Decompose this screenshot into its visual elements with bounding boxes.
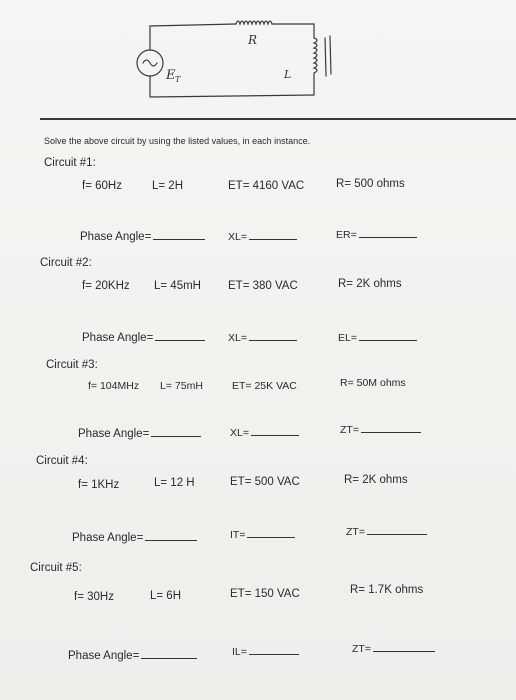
answer-blank[interactable] — [153, 238, 205, 240]
circuit-3-voltage: ET= 25K VAC — [232, 380, 297, 392]
inductor-label: L — [284, 68, 292, 81]
circuit-1-resistance: R= 500 ohms — [336, 178, 405, 190]
answer-blank[interactable] — [145, 539, 197, 541]
section-divider — [40, 118, 516, 120]
answer-label: ER= — [336, 229, 357, 241]
circuit-2-title: Circuit #2: — [40, 257, 92, 269]
resistor-label: R — [248, 33, 258, 47]
answer-blank[interactable] — [359, 236, 417, 238]
answer-blank[interactable] — [141, 657, 197, 659]
circuit-3-frequency: f= 104MHz — [88, 380, 140, 392]
answer-label: XL= — [228, 231, 247, 243]
source-label-subscript: T — [175, 75, 181, 84]
answer-label: ZT= — [352, 643, 371, 655]
circuit-1-phase-angle — [80, 231, 205, 243]
answer-blank[interactable] — [249, 238, 297, 240]
answer-blank[interactable] — [247, 536, 295, 538]
circuit-2-answer-2 — [338, 332, 417, 344]
answer-blank[interactable] — [359, 339, 417, 341]
circuit-4-resistance: R= 2K ohms — [344, 474, 408, 486]
circuit-5-phase-angle — [68, 650, 197, 662]
circuit-3-resistance: R= 50M ohms — [340, 377, 406, 389]
answer-blank[interactable] — [251, 434, 299, 436]
instructions-text: Solve the above circuit by using the listed values, in each instance. — [44, 136, 311, 146]
circuit-1-inductance: L= 2H — [152, 180, 184, 192]
circuit-3-title: Circuit #3: — [46, 359, 98, 371]
circuit-5-title: Circuit #5: — [30, 562, 82, 574]
answer-label: ZT= — [340, 424, 359, 436]
circuit-5-frequency: f= 30Hz — [74, 591, 114, 603]
circuit-5-inductance: L= 6H — [150, 590, 182, 602]
answer-label: EL= — [338, 332, 357, 344]
circuit-3-answer-1 — [230, 427, 299, 439]
circuit-1-answer-1 — [228, 231, 297, 243]
circuit-2-resistance: R= 2K ohms — [338, 278, 402, 290]
circuit-2-voltage: ET= 380 VAC — [228, 280, 298, 292]
answer-blank[interactable] — [373, 650, 435, 652]
circuit-1-frequency: f= 60Hz — [82, 180, 122, 192]
circuit-5-voltage: ET= 150 VAC — [230, 588, 300, 600]
phase-angle-label: Phase Angle= — [80, 231, 152, 243]
answer-label: XL= — [228, 332, 247, 344]
circuit-5-answer-1 — [232, 646, 299, 658]
circuit-2-frequency: f= 20KHz — [82, 280, 130, 292]
answer-label: IL= — [232, 646, 247, 658]
phase-angle-label: Phase Angle= — [82, 332, 154, 344]
circuit-5-answer-2 — [352, 643, 435, 655]
circuit-2-inductance: L= 45mH — [154, 280, 201, 292]
circuit-4-inductance: L= 12 H — [154, 477, 195, 489]
inductor-core — [325, 36, 331, 76]
source-label: E — [166, 68, 176, 83]
answer-label: ZT= — [346, 526, 365, 538]
answer-label: XL= — [230, 427, 249, 439]
circuit-4-title: Circuit #4: — [36, 455, 88, 467]
answer-blank[interactable] — [151, 435, 201, 437]
answer-blank[interactable] — [249, 653, 299, 655]
phase-angle-label: Phase Angle= — [78, 428, 150, 440]
circuit-1-answer-2 — [336, 229, 417, 241]
circuit-4-phase-angle — [72, 532, 197, 544]
wire-top-right — [272, 24, 314, 38]
circuit-diagram — [0, 0, 516, 125]
phase-angle-label: Phase Angle= — [72, 532, 144, 544]
wire-top-left — [150, 24, 236, 50]
answer-blank[interactable] — [361, 431, 421, 433]
resistor-symbol — [236, 21, 272, 24]
circuit-2-phase-angle — [82, 332, 205, 344]
circuit-3-phase-angle — [78, 428, 201, 440]
inductor-symbol — [314, 38, 317, 73]
circuit-2-answer-1 — [228, 332, 297, 344]
circuit-4-frequency: f= 1KHz — [78, 479, 120, 491]
circuit-1-voltage: ET= 4160 VAC — [228, 180, 305, 192]
circuit-4-voltage: ET= 500 VAC — [230, 476, 300, 488]
circuit-5-resistance: R= 1.7K ohms — [350, 584, 424, 596]
phase-angle-label: Phase Angle= — [68, 650, 140, 662]
circuit-4-answer-2 — [346, 526, 427, 538]
answer-blank[interactable] — [249, 339, 297, 341]
circuit-4-answer-1 — [230, 529, 295, 541]
circuit-1-title: Circuit #1: — [44, 157, 96, 169]
answer-blank[interactable] — [155, 339, 205, 341]
answer-blank[interactable] — [367, 533, 427, 535]
circuit-3-inductance: L= 75mH — [160, 380, 203, 392]
circuit-3-answer-2 — [340, 424, 421, 436]
answer-label: IT= — [230, 529, 246, 541]
